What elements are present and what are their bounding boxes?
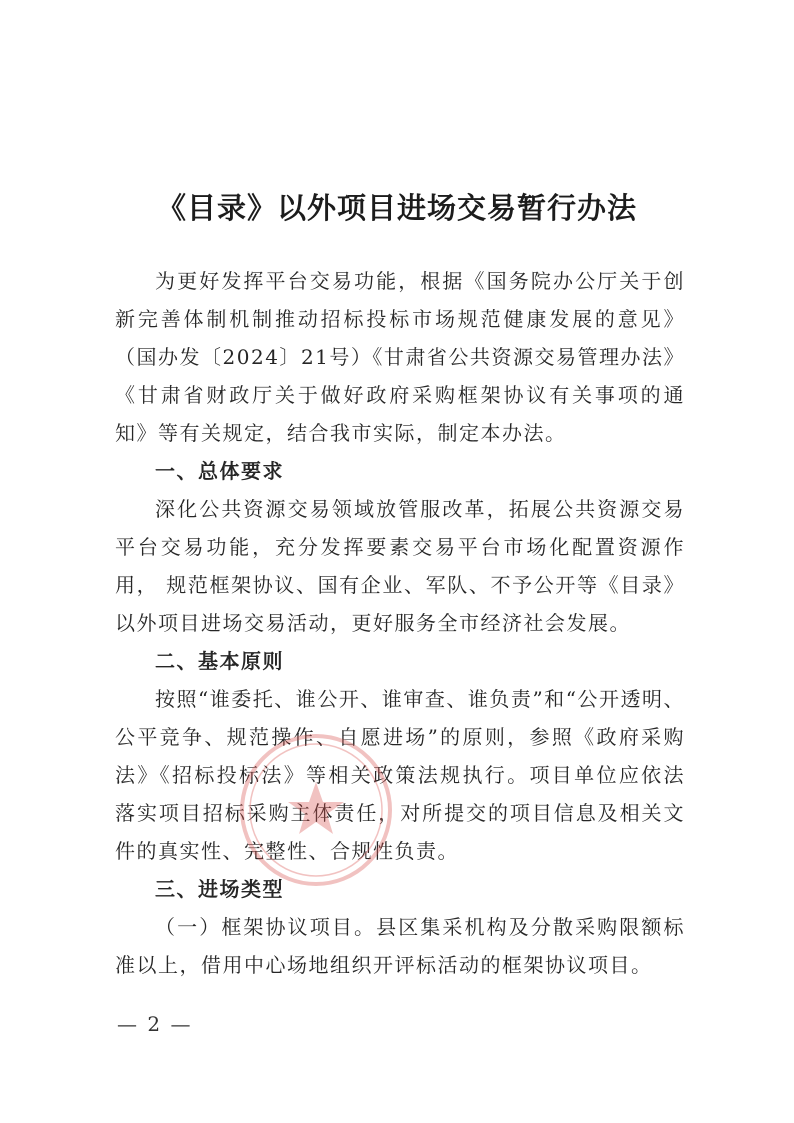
section-paragraph-2: 按照“谁委托、谁公开、谁审查、谁负责”和“公开透明、公平竞争、规范操作、自愿进场”的原则，参照《政府采购法》《招标投标法》等相关政策法规执行。项目单位应依法落实项目招标采购主体责任，对所提交的项目信息及相关文件的真实性、完整性、合规性负责。 bbox=[115, 687, 685, 863]
intro-paragraph: 为更好发挥平台交易功能，根据《国务院办公厅关于创新完善体制机制推动招标投标市场规范健康发展的意见》（国办发〔2024〕21号）《甘肃省公共资源交易管理办法》《甘肃省财政厅关于做好政府采购框架协议有关事项的通知》等有关规定，结合我市实际，制定本办法。 bbox=[115, 269, 685, 445]
section-heading-3: 三、进场类型 bbox=[155, 877, 284, 901]
section-heading-1: 一、总体要求 bbox=[155, 459, 284, 483]
section-paragraph-1: 深化公共资源交易领域放管服改革，拓展公共资源交易平台交易功能，充分发挥要素交易平台市场化配置资源作用， 规范框架协议、国有企业、军队、不予公开等《目录》以外项目进场交易活动，更好服务全市经济社会发展。 bbox=[115, 497, 685, 635]
document-title: 《目录》以外项目进场交易暂行办法 bbox=[156, 191, 637, 225]
page-number: — 2 — bbox=[117, 1012, 193, 1036]
section-paragraph-3: （一）框架协议项目。县区集采机构及分散采购限额标准以上，借用中心场地组织开评标活动的框架协议项目。 bbox=[115, 915, 685, 977]
section-heading-2: 二、基本原则 bbox=[155, 649, 284, 673]
